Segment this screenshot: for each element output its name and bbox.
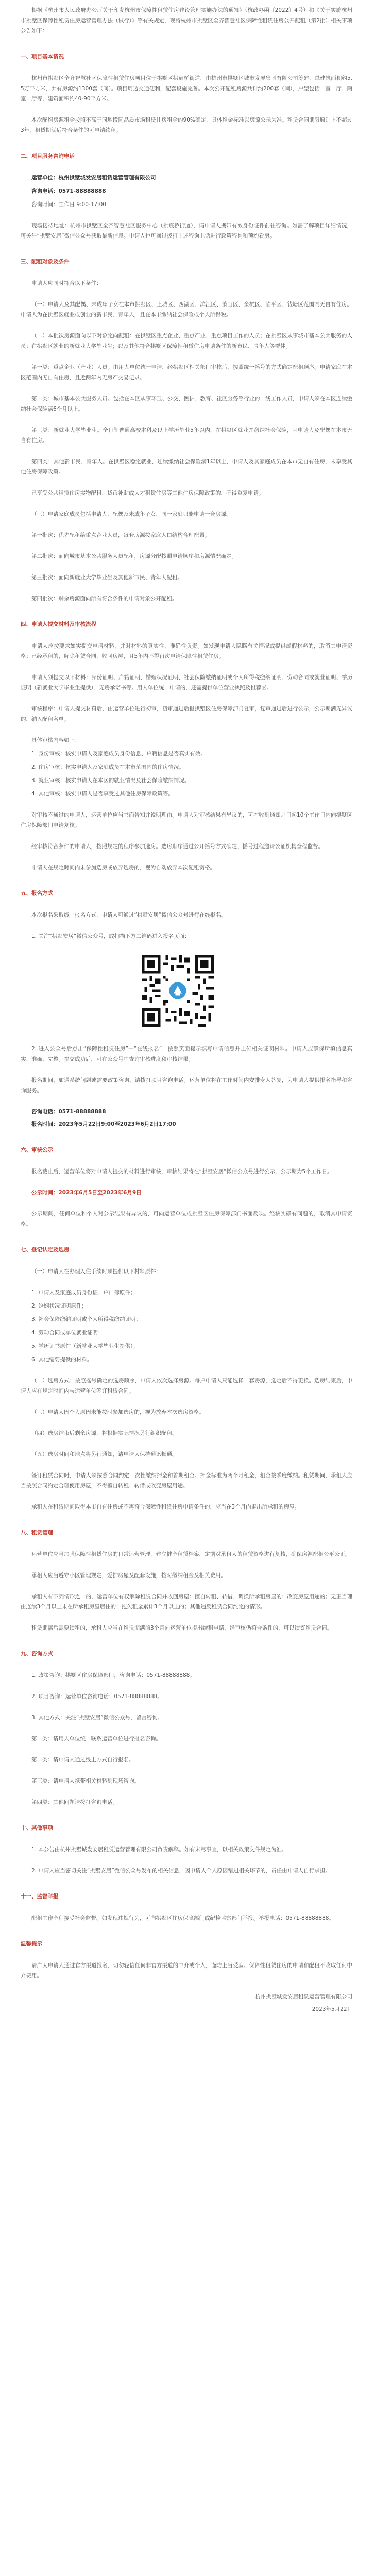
signature-org: 杭州拱墅城发安居租赁运营管理有限公司 [255, 1994, 352, 2000]
list-item: 3. 社会保险缴纳证明或个人所得税缴纳证明； [31, 1316, 141, 1323]
section-4-paragraph: 对审核不通过的申请人，运营单位应当书面告知并说明理由。申请人对审核结果有异议的，可在收到通知之日起10个工作日内向拱墅区住房保障部门申请复核。 [21, 812, 352, 828]
section-9-paragraph: 2. 项目咨询：运营单位咨询电话：0571-88888888。 [31, 1693, 163, 1700]
operator-line [21, 173, 352, 183]
list-item: 2. 婚姻状况证明原件； [31, 1303, 87, 1309]
section-7-paragraph: （三）申请人因个人原因未能按时参加选房的，视为放弃本次选房资格。 [31, 1409, 205, 1415]
section-4-title: 四、申请人提交材料及审核流程 [21, 621, 96, 628]
section-8-paragraph: 租赁期满后需要续租的，承租人应当在租赁期满前3个月向运营单位提出续租申请，经审核仍符合条件的，可以续签租赁合同。 [31, 1625, 333, 1631]
section-9-paragraph: 3. 其他方式：关注“拱墅安居”微信公众号，留言咨询。 [31, 1715, 163, 1721]
section-11-title: 十一、监督举报 [21, 1893, 59, 1900]
section-9-title: 九、咨询方式 [21, 1651, 53, 1657]
section-4-paragraph: 申请人应按要求如实提交申请材料，并对材料的真实性、准确性负责。如发现申请人隐瞒有关情况或提供虚假材料的，取消其申请资格；已经承租的，解除租赁合同，收回房屋，且5年内不得再次申请保障性租赁住房。 [21, 643, 352, 659]
section-7-paragraph: 承租人在租赁期间取得本市自有住房或不再符合保障性租赁住房申请条件的，应当在3个月内退出所承租的房屋。 [31, 1504, 300, 1510]
section-3-title: 三、配租对象及条件 [21, 259, 70, 265]
signup-time-line [21, 1119, 352, 1129]
section-3-paragraph: 已享受公共租赁住房实物配租、货币补贴或人才租赁住房等其他住房保障政策的，不得重复申请。 [31, 490, 264, 496]
section-9-paragraph: 第二类：请申请人通过线上方式自行报名。 [31, 1757, 134, 1763]
list-item: 6. 其他需要提供的材料。 [31, 1357, 93, 1363]
section-1-paragraph: 本次配租房源租金按照不高于同地段同品质市场租赁住房租金的90%确定，具体租金标准以房源公示为准。租赁合同期限原则上不超过3年，租赁期满后符合条件的可申请续租。 [21, 117, 352, 133]
section-8-paragraph: 承租人有下列情形之一的，运营单位有权解除租赁合同并收回房屋：擅自转租、转借、调换所承租房屋的；改变房屋用途的；无正当理由连续3个月以上未在所承租房屋居住的；拖欠租金累计3个月以上的；其他违反租赁合同约定的情形。 [21, 1594, 352, 1610]
publicity-time: 公示时间：2023年6月5日至2023年6月9日 [31, 1190, 142, 1196]
section-5-title: 五、报名方式 [21, 890, 53, 896]
section-7-paragraph: （二）选房方式：按照摇号确定的选房顺序，申请人依次选择房源。每户申请人只能选择一套房源，选定后不得更换。选房结束后，申请人应在规定时间内与运营单位签订租赁合同。 [21, 1378, 352, 1394]
section-3-paragraph: 第一批次：优先配租给重点企业人员，每套房源按家庭人口结构合理配置。 [31, 532, 210, 538]
qr-code-icon [139, 952, 216, 1029]
section-10-paragraph: 2. 申请人应当密切关注“拱墅安居”微信公众号发布的相关信息，因申请人个人原因错过相关环节的，责任由申请人自行承担。 [31, 1868, 331, 1874]
list-item: 4. 其他审核：核实申请人是否享受过其他住房保障政策等。 [31, 791, 174, 797]
section-6-paragraph: 报名截止后，运营单位将对申请人提交的材料进行审核，审核结果将在“拱墅安居”微信公众号进行公示，公示期为5个工作日。 [31, 1168, 333, 1175]
section-4-paragraph: 审核程序：申请人提交材料后，由运营单位进行初审，初审通过后报拱墅区住房保障部门复审，复审通过后进行公示，公示期满无异议的，纳入配租名单。 [21, 706, 352, 722]
section-3-paragraph: 第二批次：面向城市基本公共服务人员配租，房源分配按照申请顺序和房源情况确定。 [31, 553, 237, 560]
intro-paragraph: 根据《杭州市人民政府办公厅关于印发杭州市保障性租赁住房建设管理实施办法的通知》（杭政办函〔2022〕4号）和《关于实施杭州市拱墅区保障性租赁住房运营管理办法（试行）》等有关规定，现将杭州市拱墅区全齐智慧社区保障性租赁住房公开配租（第2批）相关事项公告如下： [21, 7, 352, 34]
section-3-paragraph: 第四批次：剩余房源面向所有符合条件的申请对象公开配租。 [31, 596, 178, 602]
list-item: 2. 住房审核：核实申请人及家庭成员在本市范围内的住房情况。 [31, 764, 184, 770]
phone-line [21, 186, 352, 196]
list-item: 4. 劳动合同或单位就业证明； [31, 1330, 104, 1336]
section-1-title: 一、项目基本情况 [21, 54, 64, 60]
section-7-paragraph: （一）申请人在办理入住手续时须提供以下材料原件： [31, 1268, 161, 1275]
section-2-paragraph: 现场接待地址：杭州市拱墅区全齐智慧社区服务中心（拱宸桥街道），请申请人携带有效身份证件前往咨询。如需了解项目详细情况，可关注“拱墅安居”微信公众号获取最新信息。申请人也可通过拨打上述咨询电话进行政策咨询和预约看房。 [21, 223, 352, 239]
section-3-paragraph: 第三类：新就业大学毕业生。全日制普通高校本科及以上学历毕业5年以内，在拱墅区就业并缴纳社会保险，且申请人及配偶在本市无自有住房。 [21, 427, 352, 444]
section-3-paragraph: （三）申请家庭成员包括申请人、配偶及未成年子女，同一家庭只能申请一套房源。 [31, 511, 232, 517]
section-6-paragraph: 公示期间，任何单位和个人对公示结果有异议的，可向运营单位或拱墅区住房保障部门书面反映。经核实确有问题的，取消其申请资格。 [21, 1211, 352, 1227]
section-3-paragraph: 第三批次：面向新就业大学毕业生及其他新市民、青年人配租。 [31, 574, 183, 581]
section-7-title: 七、登记认定及选房 [21, 1247, 70, 1253]
operator-name: 运营单位：杭州拱墅城发安居租赁运营管理有限公司 [31, 175, 156, 181]
section-3-paragraph: 第四类：其他新市民、青年人。在拱墅区稳定就业，连续缴纳社会保险满1年以上，申请人及其家庭成员在本市无自有住房，未享受其他住房保障政策。 [21, 459, 352, 475]
section-8-title: 八、租赁管理 [21, 1530, 53, 1536]
signup-time: 报名时间：2023年5月22日9:00至2023年6月2日17:00 [31, 1121, 176, 1127]
section-9-paragraph: 1. 政策咨询：拱墅区住房保障部门，咨询电话：0571-88888888。 [31, 1672, 195, 1679]
section-6-title: 六、审核公示 [21, 1147, 53, 1153]
section-7-paragraph: （五）选房时间和地点将另行通知，请申请人保持通讯畅通。 [31, 1451, 178, 1458]
section-4-paragraph: 申请人在规定时间内未参加选房或放弃选房的，视为自动放弃本次配租资格。 [31, 865, 215, 871]
section-11-paragraph: 配租工作全程接受社会监督。如发现违规行为，可向拱墅区住房保障部门或纪检监察部门举报。举报电话：0571-88888888。 [31, 1915, 334, 1921]
list-item: 1. 身份审核：核实申请人及家庭成员身份信息、户籍信息是否真实有效。 [31, 751, 206, 757]
signature-date: 2023年5月22日 [312, 2006, 352, 2012]
section-7-paragraph: （四）选房结束后剩余房源，将根据实际情况另行组织配租。 [31, 1430, 178, 1436]
section-2-title: 二、项目服务咨询电话 [21, 153, 75, 159]
signup-phone: 咨询电话：0571-88888888 [31, 1109, 106, 1115]
section-12-title: 温馨提示 [21, 1941, 42, 1947]
section-8-paragraph: 运营单位应当加强保障性租赁住房的日常运营管理，建立健全租赁档案，定期对承租人的租赁资格进行复核，确保房源配租公平公正。 [31, 1551, 351, 1557]
section-8-paragraph: 承租人应当遵守小区管理规定，爱护房屋及配套设施，按时缴纳租金及相关费用。 [31, 1572, 226, 1579]
section-7-paragraph: 签订租赁合同时，申请人须按照合同约定一次性缴纳押金和首期租金。押金标准为两个月租金，租金按季度缴纳。租赁期间，承租人应当按照合同约定合理使用房屋，不得擅自转租、转借或改变房屋用途。 [21, 1472, 352, 1489]
section-3-paragraph: （一）申请人及其配偶、未成年子女在本市拱墅区、上城区、西湖区、滨江区、萧山区、余杭区、临平区、钱塘区范围内无自有住房。申请人为在拱墅区就业或创业的新市民、青年人，且在本市缴纳社会保险或个人所得税。 [21, 301, 352, 318]
section-5-paragraph: 2. 进入公众号后点击“保障性租赁住房”—“在线报名”，按照页面提示填写申请信息并上传相关证明材料。申请人应确保所填信息真实、准确、完整。提交成功后，可在公众号中查询审核进度和审核结果。 [21, 1046, 352, 1062]
section-5-paragraph: 报名期间，如遇系统问题或需要政策咨询，请拨打项目咨询电话。运营单位将在工作时间内安排专人答复，为申请人提供报名指导和咨询服务。 [21, 1077, 352, 1094]
section-5-paragraph: 本次报名采取线上报名方式，申请人可通过“拱墅安居”微信公众号进行在线报名。 [31, 912, 227, 918]
section-3-paragraph: 申请人应同时符合以下条件： [31, 280, 102, 286]
section-1-paragraph: 杭州市拱墅区全齐智慧社区保障性租赁住房项目位于拱墅区拱宸桥街道，由杭州市拱墅区城市发展集团有限公司筹建，总建筑面积约5.5万平方米，共有房源约1300套（间）。项目周边交通便利，配套设施完善。本次公开配租房源共计约200套（间），户型包括一室一厅、两室一厅等，建筑面积约40-90平方米。 [21, 75, 352, 102]
section-4-paragraph: 经审核符合条件的申请人，按照规定的程序参加选房。选房顺序通过公开摇号方式确定，摇号过程邀请公证机构全程监督。 [31, 843, 324, 850]
list-item: 1. 申请人及家庭成员身份证、户口簿原件； [31, 1290, 136, 1296]
section-12-paragraph: 请广大申请人通过官方渠道报名，切勿轻信任何非官方渠道的中介或个人，谨防上当受骗。保障性租赁住房的申请和配租不收取任何中介费用。 [21, 1962, 352, 1979]
section-4-paragraph: 申请人须提交以下材料：身份证明、户籍证明、婚姻状况证明、社会保险缴纳证明或个人所得税缴纳证明、劳动合同或就业证明、学历证明（新就业大学毕业生提供）、无房承诺书等。用人单位统一申请的，还需提供单位营业执照及推荐函。 [21, 674, 352, 691]
section-4-list-title: 具体审核内容如下： [31, 737, 80, 743]
section-10-paragraph: 1. 本公告由杭州拱墅城发安居租赁运营管理有限公司负责解释。如有未尽事宜，以相关政策文件规定为准。 [31, 1846, 287, 1853]
wechat-qr-code[interactable] [139, 952, 216, 1029]
section-3-paragraph: 第二类：城市基本公共服务人员。包括在本区从事环卫、公交、医护、教育、社区服务等行业的一线工作人员，申请人须在本区连续缴纳社会保险满6个月以上。 [21, 396, 352, 412]
publicity-time-line [21, 1188, 352, 1198]
hours-line: 咨询时间：工作日 9:00-17:00 [31, 201, 106, 208]
section-9-paragraph: 第一类：请用人单位统一联系运营单位进行报名咨询。 [31, 1736, 161, 1742]
section-9-paragraph: 第四类：其他问题请拨打咨询电话。 [31, 1799, 118, 1805]
phone-number: 咨询电话：0571-88888888 [31, 188, 106, 194]
list-item: 5. 学历证书原件（新就业大学毕业生提供）； [31, 1343, 139, 1349]
section-3-paragraph: （二）本批次房源面向以下对象定向配租：在拱墅区重点企业、重点产业、重点项目工作的人员；在拱墅区从事城市基本公共服务的人员；在拱墅区就业的新就业大学毕业生；以及其他符合拱墅区保障性租赁住房申请条件的新市民、青年人等群体。 [21, 333, 352, 349]
list-item: 3. 就业审核：核实申请人在本区的就业情况及社会保险缴纳情况。 [31, 777, 190, 784]
section-3-paragraph: 第一类：重点企业（产业）人员。由用人单位统一申请，经拱墅区相关部门审核后，按照统一摇号的方式确定配租顺序。申请家庭在本区范围内无自有住房，且近两年内无房产交易记录。 [21, 364, 352, 381]
section-5-paragraph: 1. 关注“拱墅安居”微信公众号，或扫描下方二维码进入报名页面： [31, 933, 190, 939]
section-10-title: 十、其他事项 [21, 1825, 53, 1831]
section-9-paragraph: 第三类：请申请人携带相关材料到现场咨询。 [31, 1778, 140, 1784]
signup-phone-line [21, 1107, 352, 1117]
